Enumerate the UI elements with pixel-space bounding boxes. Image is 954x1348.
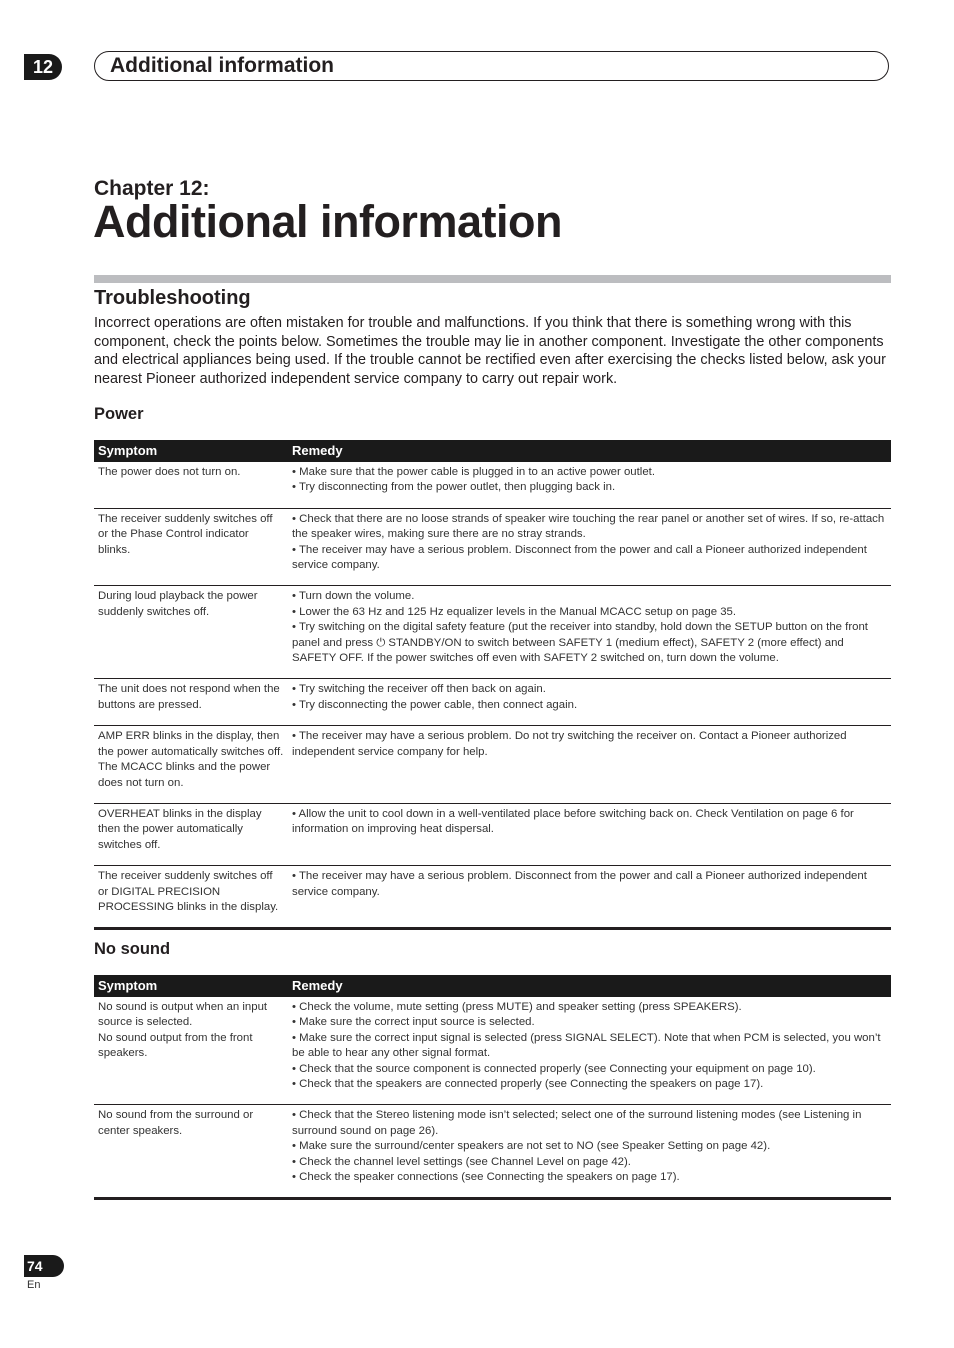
remedy-item: • Check the volume, mute setting (press MUTE) and speaker setting (press SPEAKERS). bbox=[292, 1001, 742, 1013]
symptom-cell: During loud playback the power suddenly switches off. bbox=[94, 586, 288, 679]
remedy-item: • Make sure that the power cable is plugged in to an active power outlet. bbox=[292, 466, 656, 478]
no-sound-remedy-header: Remedy bbox=[288, 975, 891, 997]
remedy-item: • The receiver may have a serious problem. Do not try switching the receiver on. Contact a Pioneer authorized independent service company for help. bbox=[292, 730, 847, 758]
table-row bbox=[94, 1105, 891, 1199]
power-remedy-header: Remedy bbox=[288, 440, 891, 462]
table-row bbox=[94, 997, 891, 1105]
remedy-item: • Turn down the volume. bbox=[292, 590, 415, 603]
remedy-item: • Allow the unit to cool down in a well-ventilated place before switching back on. Check Ventilation on page 6 for information on improving heat dispersal. bbox=[292, 807, 854, 836]
remedy-item: • Lower the 63 Hz and 125 Hz equalizer levels in the Manual MCACC setup on page 35. bbox=[292, 605, 737, 618]
remedy-cell bbox=[288, 586, 891, 679]
section-divider bbox=[94, 275, 891, 283]
table-row bbox=[94, 866, 891, 929]
table-row bbox=[94, 679, 891, 726]
remedy-item: • Check the channel level settings (see Channel Level on page 42). bbox=[292, 1155, 631, 1168]
language-label: En bbox=[27, 1279, 41, 1291]
remedy-cell bbox=[288, 462, 891, 508]
remedy-item: • Check that the speakers are connected properly (see Connecting the speakers on page 17). bbox=[292, 1078, 764, 1091]
power-symptom-header: Symptom bbox=[94, 440, 288, 462]
remedy-cell bbox=[288, 726, 891, 804]
remedy-cell bbox=[288, 866, 891, 929]
remedy-item: • Make sure the correct input source is selected. bbox=[292, 1016, 535, 1029]
symptom-cell: The receiver suddenly switches off or DIGITAL PRECISION PROCESSING blinks in the display. bbox=[94, 866, 288, 929]
page-number: 74 bbox=[24, 1255, 64, 1277]
troubleshooting-heading: Troubleshooting bbox=[94, 287, 251, 309]
symptom-cell: The power does not turn on. bbox=[98, 466, 241, 478]
table-row bbox=[94, 462, 891, 508]
remedy-item: • Make sure the surround/center speakers are not set to NO (see Speaker Setting on page 42). bbox=[292, 1140, 771, 1153]
no-sound-heading: No sound bbox=[94, 940, 171, 958]
power-table-header bbox=[94, 440, 891, 462]
symptom-cell: No sound from the surround or center speakers. bbox=[94, 1105, 288, 1199]
symptom-cell: The receiver suddenly switches off or the Phase Control indicator blinks. bbox=[94, 508, 288, 586]
remedy-item: • Check that the Stereo listening mode isn’t selected; select one of the surround listening modes (see Listening in surround sound on page 26). bbox=[292, 1109, 862, 1137]
chapter-label: Chapter 12: bbox=[94, 177, 210, 200]
troubleshooting-intro: Incorrect operations are often mistaken for trouble and malfunctions. If you think that there is something wrong with this component, check the points below. Sometimes the trouble may lie in another component. Investigate the other components and electrical appliances being used. If the trouble cannot be rectified even after exercising the checks listed below, ask your nearest Pioneer authorized independent service company to carry out repair work. bbox=[94, 315, 886, 387]
remedy-item: • Try disconnecting from the power outlet, then plugging back in. bbox=[292, 481, 616, 494]
remedy-item: • Check the speaker connections (see Connecting the speakers on page 17). bbox=[292, 1171, 680, 1184]
no-sound-table bbox=[94, 975, 891, 1200]
remedy-item: • Try switching the receiver off then back on again. bbox=[292, 683, 546, 696]
header-title: Additional information bbox=[110, 54, 334, 77]
power-table bbox=[94, 440, 891, 930]
symptom-cell: OVERHEAT blinks in the display then the power automatically switches off. bbox=[94, 803, 288, 865]
symptom-cell: AMP ERR blinks in the display, then the power automatically switches off. The MCACC blinks and the power does not turn on. bbox=[94, 726, 288, 804]
table-row bbox=[94, 508, 891, 586]
power-heading: Power bbox=[94, 405, 144, 423]
remedy-cell bbox=[288, 508, 891, 586]
remedy-item: • Check that the source component is connected properly (see Connecting your equipment on page 10). bbox=[292, 1062, 816, 1075]
remedy-cell bbox=[288, 1105, 891, 1199]
remedy-item: • Check that there are no loose strands of speaker wire touching the rear panel or another set of wires. If so, re-attach the speaker wires, making sure there are no stray strands. bbox=[292, 512, 885, 541]
remedy-cell bbox=[288, 803, 891, 865]
symptom-cell: No sound is output when an input source is selected. No sound output from the front speakers. bbox=[98, 1001, 268, 1060]
remedy-item: • The receiver may have a serious problem. Disconnect from the power and call a Pioneer authorized independent service company. bbox=[292, 543, 867, 572]
table-row bbox=[94, 803, 891, 865]
chapter-number-tab: 12 bbox=[24, 54, 62, 80]
no-sound-symptom-header: Symptom bbox=[94, 975, 288, 997]
table-row bbox=[94, 586, 891, 679]
page-title: Additional information bbox=[93, 196, 562, 247]
remedy-cell bbox=[288, 997, 891, 1105]
table-row bbox=[94, 726, 891, 804]
remedy-item: • Try disconnecting the power cable, then connect again. bbox=[292, 698, 578, 711]
remedy-item: • Try switching on the digital safety feature (put the receiver into standby, hold down the SETUP button on the front panel and press ⏻ STANDBY/ON to switch between SAFETY 1 (medium effect), SAFETY 2 (more effect) and SAFETY OFF. If the power switches off even with SAFETY 2 switched on, turn down the volume. bbox=[292, 621, 868, 665]
no-sound-table-header bbox=[94, 975, 891, 997]
symptom-cell: The unit does not respond when the buttons are pressed. bbox=[94, 679, 288, 726]
remedy-cell bbox=[288, 679, 891, 726]
remedy-item: • Make sure the correct input signal is selected (press SIGNAL SELECT). Note that when PCM is selected, you won’t be able to hear any other signal format. bbox=[292, 1031, 881, 1060]
remedy-item: • The receiver may have a serious problem. Disconnect from the power and call a Pioneer authorized independent service company. bbox=[292, 870, 867, 898]
